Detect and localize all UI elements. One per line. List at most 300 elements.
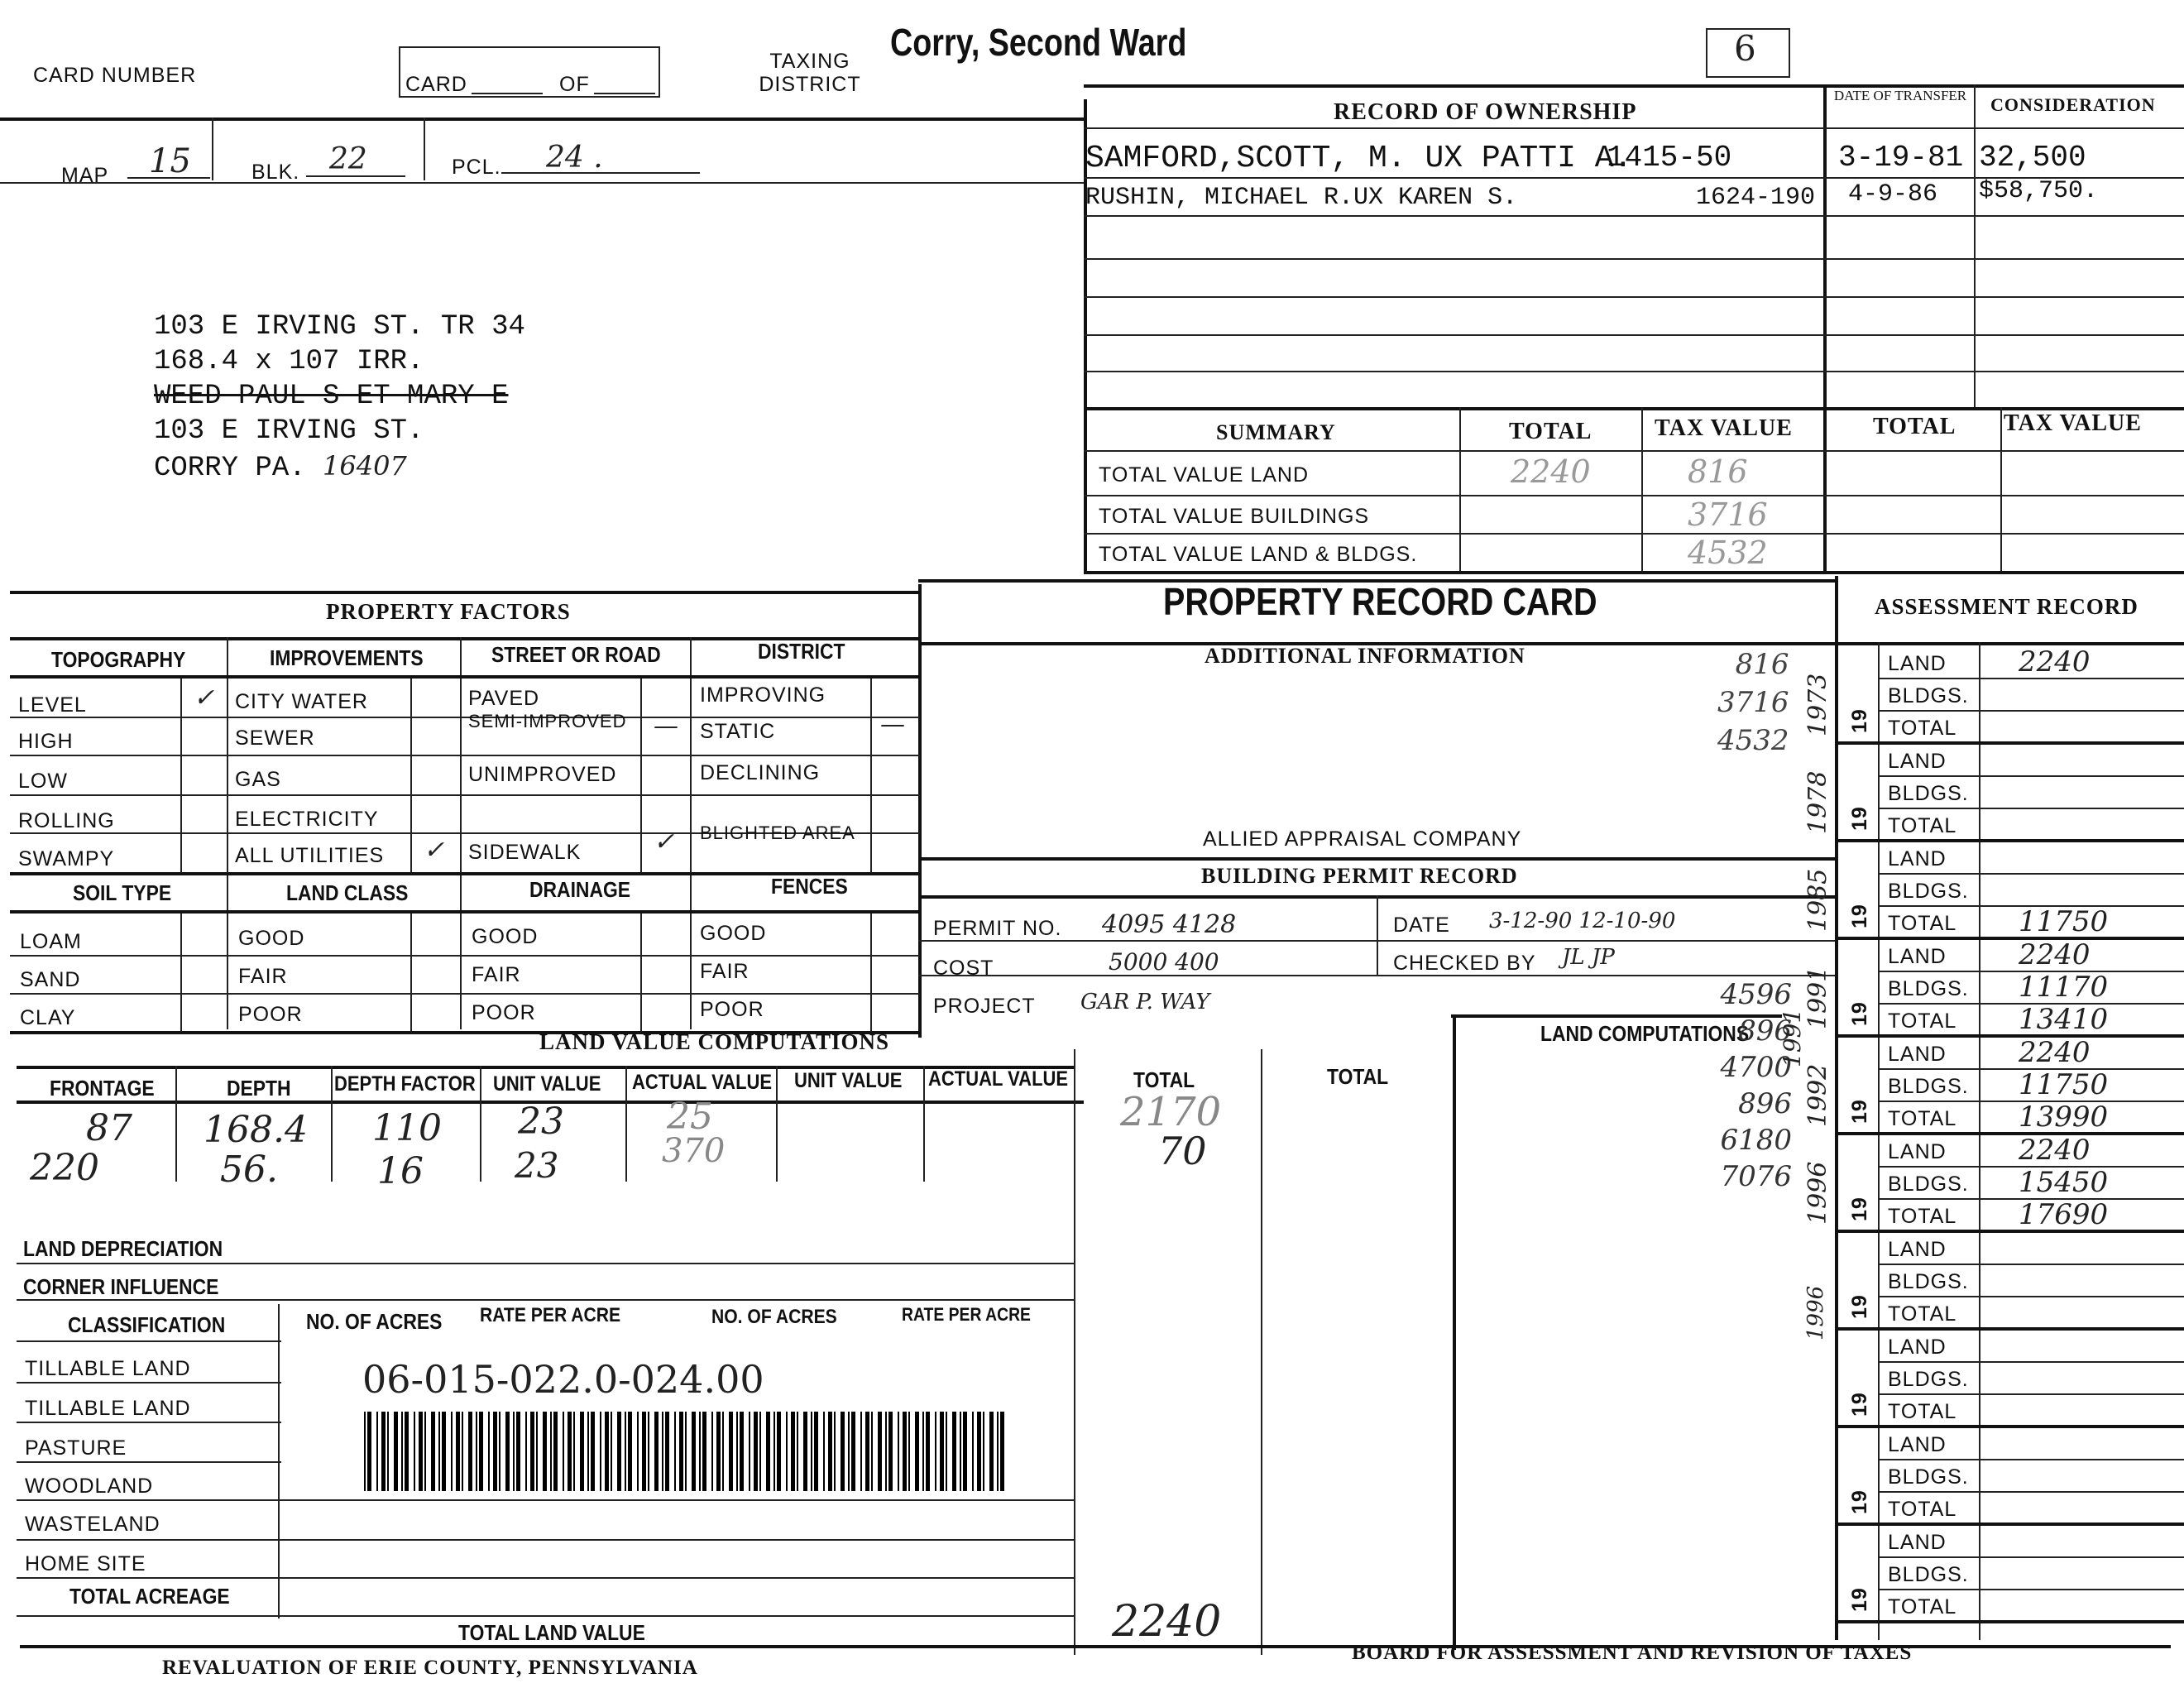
- barcode-bar: [605, 1412, 609, 1491]
- cost-label: COST: [933, 957, 994, 980]
- street-semi-check: —: [654, 712, 678, 741]
- topo-level-check: ✓: [194, 683, 215, 712]
- barcode-bar: [963, 1412, 967, 1491]
- barcode-bar: [476, 1412, 477, 1491]
- owner-date-1: 3-19-81: [1838, 141, 1964, 175]
- assessment-total-label: TOTAL: [1888, 1107, 1957, 1130]
- assessment-land-label: LAND: [1888, 945, 1947, 968]
- summary-both-label: TOTAL VALUE LAND & BLDGS.: [1099, 543, 1418, 566]
- barcode-bar: [625, 1412, 626, 1491]
- owner-date-2: 4-9-86: [1848, 180, 1938, 209]
- lv-row2-actual: 370: [662, 1132, 726, 1170]
- assessment-bldgs-label: BLDGS.: [1888, 1075, 1969, 1098]
- barcode-bar: [711, 1412, 713, 1491]
- frontage-header: FRONTAGE: [50, 1076, 155, 1101]
- barcode-bar: [401, 1412, 403, 1491]
- barcode-bar: [702, 1412, 706, 1491]
- checked-by-values: JL JP: [1562, 945, 1615, 970]
- barcode-bar: [774, 1412, 775, 1491]
- barcode-bar: [611, 1412, 612, 1491]
- barcode-bar: [860, 1412, 862, 1491]
- assessment-year-note: 1978: [1803, 770, 1832, 834]
- barcode-bar: [679, 1412, 683, 1491]
- assessment-year: 19: [1848, 806, 1871, 831]
- barcode-bar: [530, 1412, 534, 1491]
- summary-both-tax: 4532: [1688, 535, 1768, 571]
- class-home-site: HOME SITE: [25, 1552, 146, 1575]
- barcode-bar: [456, 1412, 460, 1491]
- barcode-bar: [419, 1412, 423, 1491]
- assessment-year-note: 1996: [1803, 1161, 1832, 1225]
- assessment-year: 19: [1848, 904, 1871, 928]
- assessment-land-label: LAND: [1888, 847, 1947, 870]
- topo-high: HIGH: [18, 730, 74, 753]
- assessment-land-label: LAND: [1888, 652, 1947, 675]
- assessment-year: 19: [1848, 1587, 1871, 1612]
- of-label: OF: [559, 73, 590, 96]
- barcode-bar: [888, 1412, 893, 1491]
- lv-row2-frontage: 220: [30, 1147, 99, 1189]
- blk-value: 22: [329, 142, 367, 176]
- district-name: Corry, Second Ward: [890, 21, 1187, 64]
- building-permit-title: BUILDING PERMIT RECORD: [1201, 864, 1518, 888]
- additional-notes: 816 3716 4532: [1717, 648, 1789, 757]
- barcode-bar: [414, 1412, 415, 1491]
- barcode-bar: [642, 1412, 646, 1491]
- barcode-bar: [381, 1412, 386, 1491]
- class-woodland: WOODLAND: [25, 1475, 154, 1498]
- assessment-land-value: 2240: [2019, 1036, 2091, 1069]
- soil-loam: LOAM: [20, 930, 82, 953]
- assessment-year-note: 1992: [1803, 1063, 1832, 1127]
- topo-level: LEVEL: [18, 693, 87, 717]
- street-semi: SEMI-IMPROVED: [468, 711, 627, 731]
- barcode-bar: [922, 1412, 924, 1491]
- address-line-1: 103 E IRVING ST. TR 34: [154, 311, 525, 343]
- barcode-bar: [637, 1412, 639, 1491]
- district-header: DISTRICT: [758, 639, 845, 664]
- barcode-bar: [405, 1412, 409, 1491]
- barcode-bar: [468, 1412, 472, 1491]
- barcode-bar: [878, 1412, 882, 1491]
- land-class-header: LAND CLASS: [286, 880, 409, 905]
- barcode-bar: [983, 1412, 984, 1491]
- project-values: GAR P. WAY: [1080, 990, 1210, 1014]
- barcode-bar: [451, 1412, 453, 1491]
- barcode-bar: [654, 1412, 659, 1491]
- assessment-year: 19: [1848, 708, 1871, 733]
- barcode-bar: [580, 1412, 584, 1491]
- barcode-bar: [438, 1412, 440, 1491]
- ownership-title: RECORD OF OWNERSHIP: [1334, 99, 1637, 125]
- drain-poor: POOR: [472, 1001, 536, 1024]
- assessment-bldgs-label: BLDGS.: [1888, 1563, 1969, 1586]
- owner-consideration-2: $58,750.: [1979, 177, 2099, 205]
- topography-header: TOPOGRAPHY: [51, 647, 186, 672]
- barcode-bar: [699, 1412, 701, 1491]
- map-value: 15: [149, 142, 191, 180]
- year-note-1: 1991: [1779, 1008, 1806, 1067]
- summary-tax-header: TAX VALUE: [1655, 415, 1793, 441]
- lv-row2-total: 70: [1158, 1129, 1207, 1173]
- assessment-bldgs-label: BLDGS.: [1888, 782, 1969, 805]
- barcode-bar: [442, 1412, 446, 1491]
- imp-sewer: SEWER: [235, 727, 315, 750]
- rate-header: RATE PER ACRE: [480, 1304, 621, 1326]
- barcode-bar: [685, 1412, 687, 1491]
- property-factors-title: PROPERTY FACTORS: [326, 599, 571, 624]
- fences-header: FENCES: [771, 874, 848, 899]
- district-code: 6: [1734, 28, 1756, 69]
- lv-row2-factor: 16: [377, 1150, 424, 1192]
- assessment-total-label: TOTAL: [1888, 1009, 1957, 1033]
- date-values: 3-12-90 12-10-90: [1489, 909, 1676, 933]
- date-label: DATE: [1393, 914, 1450, 937]
- year-note-2: 1996: [1803, 1285, 1828, 1340]
- card-number-label: CARD NUMBER: [33, 64, 197, 87]
- barcode-bar: [786, 1412, 788, 1491]
- barcode-bar: [926, 1412, 930, 1491]
- assessment-total-label: TOTAL: [1888, 1595, 1957, 1618]
- district-static: STATIC: [700, 720, 776, 743]
- barcode-bar: [536, 1412, 538, 1491]
- assessment-year: 19: [1848, 1392, 1871, 1417]
- permit-no-values: 4095 4128: [1102, 910, 1237, 939]
- soil-sand: SAND: [20, 968, 81, 991]
- barcode-bar: [972, 1412, 974, 1491]
- land-value-title: LAND VALUE COMPUTATIONS: [539, 1029, 890, 1054]
- barcode-bar: [722, 1412, 724, 1491]
- assessment-bldgs-value: 15450: [2019, 1166, 2109, 1199]
- summary-total-header-2: TOTAL: [1873, 414, 1956, 439]
- barcode-bar: [674, 1412, 676, 1491]
- barcode-bar: [431, 1412, 435, 1491]
- topo-low: LOW: [18, 770, 68, 793]
- address-line-struck: WEED PAUL S ET MARY E: [154, 381, 509, 412]
- barcode-bar: [665, 1412, 669, 1491]
- drainage-header: DRAINAGE: [529, 877, 631, 902]
- barcode-bar: [841, 1412, 845, 1491]
- district-static-check: —: [880, 710, 905, 739]
- assessment-bldgs-label: BLDGS.: [1888, 1172, 1969, 1196]
- assessment-bldgs-value: 11750: [2019, 1068, 2109, 1101]
- owner-row-1: SAMFORD,SCOTT, M. UX PATTI A.: [1085, 141, 1633, 176]
- lv-row1-actual: 25: [667, 1096, 713, 1138]
- address-block: [154, 309, 525, 486]
- summary-land-total: 2240: [1511, 453, 1591, 490]
- barcode-bar: [791, 1412, 795, 1491]
- barcode-bar: [1000, 1412, 1004, 1491]
- barcode-bar: [587, 1412, 589, 1491]
- fence-poor: POOR: [700, 998, 764, 1021]
- district-declining: DECLINING: [700, 761, 821, 784]
- barcode-bar: [513, 1412, 515, 1491]
- lv-row1-factor: 110: [372, 1107, 442, 1149]
- project-label: PROJECT: [933, 995, 1036, 1018]
- lv-row1-depth: 168.4: [204, 1109, 308, 1151]
- depth-factor-header: DEPTH FACTOR: [334, 1072, 476, 1096]
- lv-row2-depth: 56.: [220, 1149, 278, 1191]
- assessment-bldgs-label: BLDGS.: [1888, 1270, 1969, 1293]
- barcode: [359, 1412, 1014, 1499]
- barcode-bar: [814, 1412, 818, 1491]
- card-title: PROPERTY RECORD CARD: [1163, 580, 1597, 623]
- additional-info-title: ADDITIONAL INFORMATION: [1205, 644, 1525, 668]
- total-header: TOTAL: [1133, 1067, 1195, 1092]
- assessment-year: 19: [1848, 1489, 1871, 1514]
- barcode-bar: [367, 1412, 371, 1491]
- assessment-land-value: 2240: [2019, 645, 2091, 679]
- blk-label: BLK.: [251, 161, 300, 184]
- barcode-bar: [543, 1412, 547, 1491]
- drain-good: GOOD: [472, 925, 539, 948]
- barcode-bar: [885, 1412, 887, 1491]
- acres-header-2: NO. OF ACRES: [711, 1306, 837, 1328]
- barcode-bar: [573, 1412, 575, 1491]
- map-label: MAP: [61, 164, 109, 187]
- barcode-bar: [946, 1412, 947, 1491]
- taxing-district-label: TAXING DISTRICT: [759, 50, 861, 96]
- barcode-bar: [525, 1412, 527, 1491]
- classification-header: CLASSIFICATION: [68, 1312, 226, 1337]
- address-line-5: CORRY PA. 16407: [154, 450, 407, 484]
- imp-electricity: ELECTRICITY: [235, 808, 379, 831]
- barcode-bar: [499, 1412, 500, 1491]
- owner-consideration-1: 32,500: [1979, 141, 2086, 175]
- zip-handwritten: 16407: [323, 450, 407, 482]
- owner-row-2: RUSHIN, MICHAEL R.UX KAREN S.: [1085, 184, 1518, 212]
- barcode-bar: [736, 1412, 738, 1491]
- total-header-2: TOTAL: [1327, 1064, 1389, 1089]
- barcode-bar: [479, 1412, 483, 1491]
- barcode-bar: [903, 1412, 907, 1491]
- address-line-2: 168.4 x 107 IRR.: [154, 346, 424, 377]
- assessment-year-note: 1985: [1803, 868, 1832, 932]
- barcode-bar: [865, 1412, 869, 1491]
- barcode-bar: [591, 1412, 595, 1491]
- land-poor: POOR: [238, 1003, 303, 1026]
- lv-row1-total: 2170: [1120, 1089, 1222, 1135]
- barcode-bar: [740, 1412, 744, 1491]
- footer-left: REVALUATION OF ERIE COUNTY, PENNSYLVANIA: [162, 1657, 698, 1679]
- assessment-land-value: 2240: [2019, 938, 2091, 971]
- cost-values: 5000 400: [1109, 948, 1219, 976]
- barcode-bar: [834, 1412, 836, 1491]
- barcode-bar: [908, 1412, 910, 1491]
- summary-tax-header-2: TAX VALUE: [2004, 410, 2142, 436]
- barcode-bar: [600, 1412, 601, 1491]
- barcode-bar: [376, 1412, 378, 1491]
- barcode-bar: [364, 1412, 366, 1491]
- corner-influence-label: CORNER INFLUENCE: [23, 1274, 219, 1299]
- land-good: GOOD: [238, 927, 305, 950]
- soil-clay: CLAY: [20, 1006, 76, 1029]
- card-label: CARD: [405, 73, 467, 96]
- assessment-total-label: TOTAL: [1888, 912, 1957, 935]
- total-acreage-label: TOTAL ACREAGE: [69, 1584, 230, 1609]
- street-sidewalk: SIDEWALK: [468, 841, 582, 864]
- barcode-bar: [729, 1412, 733, 1491]
- barcode-bar: [952, 1412, 956, 1491]
- barcode-bar: [811, 1412, 812, 1491]
- land-computations-title: LAND COMPUTATIONS: [1540, 1021, 1750, 1046]
- actual-value-header: ACTUAL VALUE: [632, 1071, 773, 1094]
- barcode-bar: [848, 1412, 850, 1491]
- assessment-bldgs-label: BLDGS.: [1888, 684, 1969, 707]
- assessment-year-note: 1991: [1803, 966, 1832, 1029]
- street-paved: PAVED: [468, 687, 540, 710]
- summary-land-tax: 816: [1688, 453, 1748, 490]
- parcel-id: 06-015-022.0-024.00: [362, 1357, 764, 1402]
- barcode-bar: [628, 1412, 632, 1491]
- checked-by-label: CHECKED BY: [1393, 952, 1536, 975]
- assessment-bldgs-value: 11170: [2019, 971, 2109, 1004]
- barcode-bar: [488, 1412, 490, 1491]
- assessment-bldgs-label: BLDGS.: [1888, 880, 1969, 903]
- barcode-bar: [505, 1412, 510, 1491]
- assessment-year: 19: [1848, 1099, 1871, 1124]
- assessment-total-value: 13990: [2019, 1101, 2109, 1134]
- assessment-bldgs-label: BLDGS.: [1888, 1368, 1969, 1391]
- footer-right: BOARD FOR ASSESSMENT AND REVISION OF TAXES: [1352, 1642, 1913, 1664]
- assessment-land-label: LAND: [1888, 1531, 1947, 1554]
- barcode-bar: [424, 1412, 426, 1491]
- barcode-bar: [797, 1412, 798, 1491]
- street-header: STREET OR ROAD: [491, 642, 661, 667]
- barcode-bar: [989, 1412, 994, 1491]
- land-depreciation-label: LAND DEPRECIATION: [23, 1236, 223, 1261]
- assessment-land-label: LAND: [1888, 1238, 1947, 1261]
- assessment-land-value: 2240: [2019, 1134, 2091, 1167]
- barcode-bar: [387, 1412, 389, 1491]
- barcode-bar: [851, 1412, 855, 1491]
- barcode-bar: [493, 1412, 497, 1491]
- unit-value-header-2: UNIT VALUE: [794, 1069, 903, 1092]
- barcode-bar: [997, 1412, 999, 1491]
- topo-swampy: SWAMPY: [18, 847, 115, 870]
- summary-bldg-tax: 3716: [1688, 496, 1768, 533]
- street-unimproved: UNIMPROVED: [468, 763, 617, 786]
- drain-fair: FAIR: [472, 963, 521, 986]
- total-land-value: 2240: [1112, 1597, 1222, 1647]
- permit-no-label: PERMIT NO.: [933, 917, 1062, 940]
- class-tillable-2: TILLABLE LAND: [25, 1397, 191, 1420]
- assessment-total-label: TOTAL: [1888, 814, 1957, 837]
- lv-row1-frontage: 87: [86, 1107, 132, 1149]
- barcode-bar: [749, 1412, 750, 1491]
- assessment-year-note: 1973: [1803, 673, 1832, 736]
- barcode-bar: [960, 1412, 961, 1491]
- fence-fair: FAIR: [700, 960, 750, 983]
- barcode-bar: [871, 1412, 873, 1491]
- barcode-bar: [823, 1412, 825, 1491]
- imp-city-water: CITY WATER: [235, 690, 368, 713]
- barcode-bar: [940, 1412, 944, 1491]
- district-improving: IMPROVING: [700, 683, 826, 707]
- assessment-land-label: LAND: [1888, 1140, 1947, 1163]
- barcode-bar: [777, 1412, 781, 1491]
- imp-all-utilities: ALL UTILITIES: [235, 844, 385, 867]
- assessment-land-label: LAND: [1888, 750, 1947, 773]
- land-fair: FAIR: [238, 965, 288, 988]
- assessment-bldgs-label: BLDGS.: [1888, 977, 1969, 1000]
- assessment-title: ASSESSMENT RECORD: [1875, 594, 2138, 619]
- date-of-transfer-header: DATE OF TRANSFER: [1833, 88, 1967, 103]
- assessment-total-value: 13410: [2019, 1003, 2109, 1036]
- sidewalk-check: ✓: [654, 827, 675, 856]
- barcode-bar: [692, 1412, 696, 1491]
- owner-book-1: 1415-50: [1607, 141, 1732, 175]
- assessment-total-label: TOTAL: [1888, 717, 1957, 740]
- acres-header: NO. OF ACRES: [306, 1309, 443, 1334]
- barcode-bar: [935, 1412, 936, 1491]
- barcode-bar: [550, 1412, 552, 1491]
- assessment-total-label: TOTAL: [1888, 1302, 1957, 1326]
- summary-bldg-label: TOTAL VALUE BUILDINGS: [1099, 505, 1370, 528]
- class-tillable-1: TILLABLE LAND: [25, 1357, 191, 1380]
- barcode-bar: [716, 1412, 721, 1491]
- barcode-bar: [462, 1412, 463, 1491]
- assessment-total-value: 17690: [2019, 1198, 2109, 1231]
- imp-gas: GAS: [235, 768, 281, 791]
- assessment-total-value: 11750: [2019, 905, 2109, 938]
- barcode-bar: [568, 1412, 572, 1491]
- soil-header: SOIL TYPE: [73, 880, 172, 905]
- lv-row1-unit: 23: [518, 1101, 564, 1143]
- summary-total-header: TOTAL: [1509, 419, 1592, 444]
- allied-appraisal: ALLIED APPRAISAL COMPANY: [1203, 827, 1522, 851]
- barcode-bar: [915, 1412, 919, 1491]
- actual-value-header-2: ACTUAL VALUE: [928, 1067, 1069, 1091]
- district-blighted: BLIGHTED AREA: [700, 822, 855, 843]
- assessment-total-label: TOTAL: [1888, 1205, 1957, 1228]
- address-line-4: 103 E IRVING ST.: [154, 415, 424, 447]
- lv-row2-unit: 23: [515, 1145, 559, 1186]
- unit-value-header: UNIT VALUE: [493, 1072, 601, 1096]
- imp-utilities-check: ✓: [424, 836, 445, 865]
- assessment-land-label: LAND: [1888, 1433, 1947, 1456]
- barcode-bar: [766, 1412, 770, 1491]
- assessment-land-label: LAND: [1888, 1336, 1947, 1359]
- assessment-total-label: TOTAL: [1888, 1400, 1957, 1423]
- barcode-bar: [516, 1412, 520, 1491]
- pcl-value: 24 .: [546, 141, 603, 175]
- assessment-total-label: TOTAL: [1888, 1498, 1957, 1521]
- barcode-bar: [898, 1412, 899, 1491]
- barcode-bar: [828, 1412, 832, 1491]
- consideration-header: CONSIDERATION: [1990, 94, 2156, 115]
- assessment-year: 19: [1848, 1294, 1871, 1319]
- improvements-header: IMPROVEMENTS: [270, 645, 424, 670]
- barcode-bar: [648, 1412, 649, 1491]
- topo-rolling: ROLLING: [18, 809, 115, 832]
- barcode-bar: [977, 1412, 981, 1491]
- assessment-bldgs-label: BLDGS.: [1888, 1465, 1969, 1489]
- barcode-bar: [563, 1412, 564, 1491]
- class-wasteland: WASTELAND: [25, 1513, 160, 1536]
- summary-title: SUMMARY: [1216, 420, 1336, 444]
- rate-header-2: RATE PER ACRE: [902, 1304, 1031, 1325]
- barcode-bar: [759, 1412, 761, 1491]
- barcode-bar: [617, 1412, 621, 1491]
- barcode-bar: [553, 1412, 558, 1491]
- total-land-value-label: TOTAL LAND VALUE: [458, 1620, 645, 1645]
- pcl-label: PCL.: [452, 156, 501, 179]
- assessment-land-label: LAND: [1888, 1043, 1947, 1066]
- depth-header: DEPTH: [227, 1076, 291, 1101]
- barcode-bar: [803, 1412, 807, 1491]
- assessment-year: 19: [1848, 1001, 1871, 1026]
